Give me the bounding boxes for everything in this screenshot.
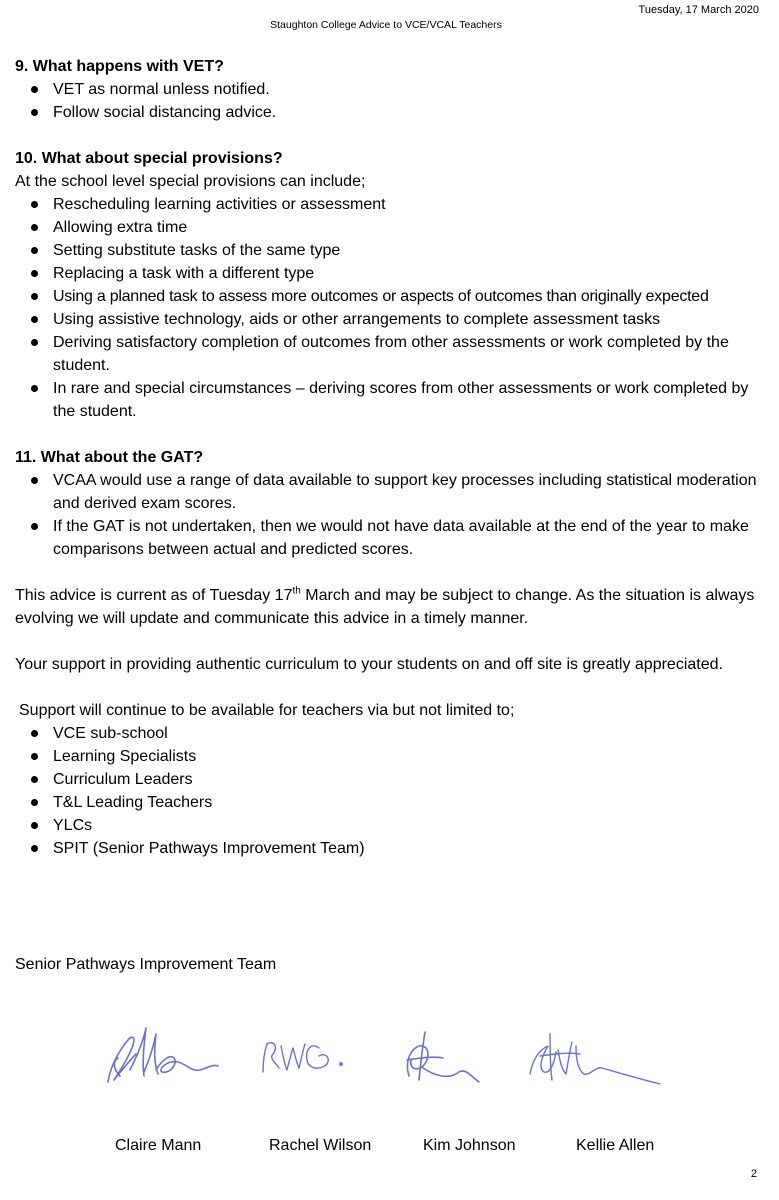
signatory-name: Kim Johnson — [423, 1137, 516, 1154]
signature-kim-johnson — [395, 1010, 490, 1100]
list-item: VCAA would use a range of data available to support key processes including statistical moderation and derived exam scores. — [15, 469, 765, 515]
list-item: If the GAT is not undertaken, then we would not have data available at the end of the year to make comparisons between actual and predicted scores. — [15, 515, 765, 561]
list-item: Rescheduling learning activities or assessment — [15, 193, 765, 216]
header-date: Tuesday, 17 March 2020 — [638, 4, 759, 16]
signatory-name: Claire Mann — [115, 1137, 202, 1154]
list-item: Allowing extra time — [15, 216, 765, 239]
list-item: Replacing a task with a different type — [15, 262, 765, 285]
advice-text-2: March and may be subject to change. As the situation is always evolving we will update and communicate this advice in a timely manner. — [15, 587, 755, 627]
document-body — [15, 55, 765, 860]
provisions-list — [15, 193, 765, 423]
vet-list — [15, 78, 765, 124]
signature-row — [0, 1010, 779, 1110]
signatory-name: Rachel Wilson — [269, 1137, 372, 1154]
list-item: Curriculum Leaders — [15, 768, 765, 791]
page-number: 2 — [750, 1168, 757, 1180]
list-item: VET as normal unless notified. — [15, 78, 765, 101]
support-paragraph: Your support in providing authentic curriculum to your students on and off site is greatly appreciated. — [15, 656, 723, 673]
list-item: Using assistive technology, aids or other arrangements to complete assessment tasks — [15, 308, 765, 331]
team-name: Senior Pathways Improvement Team — [15, 956, 277, 973]
provisions-intro: At the school level special provisions can include; — [15, 173, 366, 190]
list-item: T&L Leading Teachers — [15, 791, 765, 814]
list-item: In rare and special circumstances – deriving scores from other assessments or work completed by the student. — [15, 377, 765, 423]
list-item: Learning Specialists — [15, 745, 765, 768]
list-item: Deriving satisfactory completion of outcomes from other assessments or work completed by the student. — [15, 331, 765, 377]
advice-paragraph — [15, 584, 765, 630]
signature-rachel-wilson — [255, 1010, 355, 1100]
list-item: VCE sub-school — [15, 722, 765, 745]
list-item: YLCs — [15, 814, 765, 837]
signatory-name: Kellie Allen — [576, 1137, 655, 1154]
list-item: SPIT (Senior Pathways Improvement Team) — [15, 837, 765, 860]
gat-heading: 11. What about the GAT? — [15, 449, 204, 466]
signature-kellie-allen — [520, 1010, 670, 1100]
provisions-heading: 10. What about special provisions? — [15, 150, 283, 167]
vet-heading: 9. What happens with VET? — [15, 58, 224, 75]
signature-claire-mann — [100, 1010, 225, 1100]
gat-list — [15, 469, 765, 561]
list-item: Using a planned task to assess more outcomes or aspects of outcomes than originally expected — [15, 285, 765, 308]
list-item: Setting substitute tasks of the same type — [15, 239, 765, 262]
list-item: Follow social distancing advice. — [15, 101, 765, 124]
support-list — [15, 722, 765, 860]
support-intro: Support will continue to be available for teachers via but not limited to; — [19, 702, 515, 719]
advice-text-1: This advice is current as of Tuesday 17 — [15, 587, 293, 604]
header-title: Staughton College Advice to VCE/VCAL Teachers — [270, 19, 502, 31]
advice-superscript: th — [292, 585, 301, 597]
